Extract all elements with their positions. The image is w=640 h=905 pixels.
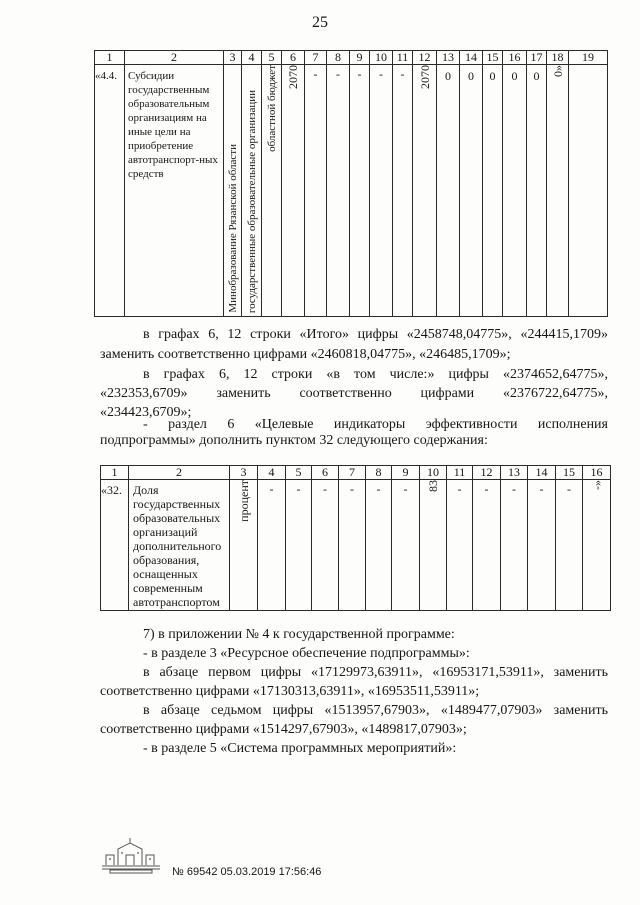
header-cell: 6: [282, 51, 305, 65]
value-cell: -: [258, 480, 286, 611]
value-cell: -: [473, 480, 501, 611]
paragraph-line: в графах 6, 12 строки «в том числе:» цифры «2374652,64775»,: [143, 367, 608, 382]
value-cell: 0: [437, 65, 460, 317]
row-number: «4.4.: [95, 65, 125, 317]
value-cell: -: [393, 65, 413, 317]
paragraph-line: «232353,6709» заменить соответственно цифрами «2376722,64775»,: [100, 386, 608, 401]
registration-stamp: № 69542 05.03.2019 17:56:46: [172, 866, 322, 878]
paragraph-line: 7) в приложении № 4 к государственной программе:: [143, 627, 455, 642]
executor-cell: [224, 65, 242, 317]
value-cell: 0: [503, 65, 527, 317]
paragraph-line: - в разделе 5 «Система программных мероприятий»:: [143, 741, 457, 756]
table-row: [101, 480, 611, 611]
header-cell: 16: [503, 51, 527, 65]
header-cell: 12: [413, 51, 437, 65]
header-cell: 11: [393, 51, 413, 65]
header-cell: 6: [312, 466, 339, 480]
row-number: «32.: [101, 480, 129, 611]
paragraph-line: в абзаце первом цифры «17129973,63911», «16953171,53911», заменить: [143, 665, 608, 680]
header-cell: 4: [242, 51, 262, 65]
value-cell: -: [305, 65, 327, 317]
unit-cell: [230, 480, 258, 611]
value-cell: -: [392, 480, 420, 611]
value-cell: [282, 65, 305, 317]
paragraph-line: соответственно цифрами «1514297,67903», «1489817,07903»;: [100, 722, 467, 737]
value-cell: -: [350, 65, 370, 317]
header-cell: 10: [370, 51, 393, 65]
source-text: областной бюджет: [265, 65, 278, 152]
header-cell: 16: [583, 466, 611, 480]
table-header-row: [101, 466, 611, 480]
header-cell: 8: [366, 466, 392, 480]
header-cell: 2: [129, 466, 230, 480]
header-cell: 8: [327, 51, 350, 65]
header-cell: 3: [224, 51, 242, 65]
value-cell: [569, 65, 608, 317]
paragraph-line: в графах 6, 12 строки «Итого» цифры «2458748,04775», «244415,1709»: [143, 327, 608, 342]
header-cell: 11: [447, 466, 473, 480]
value-cell: [583, 480, 611, 611]
executor-text: Минобразование Рязанской области: [226, 144, 239, 313]
header-cell: 14: [460, 51, 483, 65]
table-indicators: [100, 465, 611, 611]
header-cell: 18: [547, 51, 569, 65]
header-cell: 13: [501, 466, 528, 480]
header-cell: 5: [262, 51, 282, 65]
table-measures: [94, 50, 608, 317]
value-text: 83: [426, 480, 440, 492]
header-cell: 5: [286, 466, 312, 480]
header-cell: 15: [483, 51, 503, 65]
header-cell: 17: [527, 51, 547, 65]
paragraph-line: - в разделе 3 «Ресурсное обеспечение подпрограммы»:: [143, 646, 470, 661]
header-cell: 19: [569, 51, 608, 65]
value-cell: [420, 480, 447, 611]
header-cell: 1: [95, 51, 125, 65]
value-text: -»: [589, 480, 604, 490]
value-cell: -: [370, 65, 393, 317]
paragraph-line: заменить соответственно цифрами «2460818,04775», «246485,1709»;: [100, 347, 511, 362]
value-cell: -: [366, 480, 392, 611]
recipient-text: государственные образовательные организации: [245, 89, 258, 313]
header-cell: 3: [230, 466, 258, 480]
value-cell: -: [556, 480, 583, 611]
header-cell: 15: [556, 466, 583, 480]
source-cell: [262, 65, 282, 317]
value-cell: -: [339, 480, 366, 611]
value-cell: 0: [460, 65, 483, 317]
measure-name: Субсидии государственным образовательным организациям на иные цели на приобретение автотранспорт-ных средств: [125, 65, 224, 317]
paragraph-line: соответственно цифрами «17130313,63911», «16953511,53911»;: [100, 684, 480, 699]
value-cell: 0: [527, 65, 547, 317]
paragraph-line: в абзаце седьмом цифры «1513957,67903», «1489477,07903» заменить: [143, 703, 608, 718]
value-text: 2070: [286, 65, 300, 89]
recipient-cell: [242, 65, 262, 317]
header-cell: 13: [437, 51, 460, 65]
value-cell: [547, 65, 569, 317]
header-cell: 12: [473, 466, 501, 480]
paragraph-line: «234423,6709»;: [100, 405, 192, 420]
header-cell: 2: [125, 51, 224, 65]
header-cell: 14: [528, 466, 556, 480]
unit-text: процент: [236, 480, 251, 522]
value-cell: -: [528, 480, 556, 611]
paragraph-line: - раздел 6 «Целевые индикаторы эффективности исполнения: [143, 417, 608, 432]
value-cell: [413, 65, 437, 317]
seal-stamp-icon: [100, 835, 162, 875]
header-cell: 9: [392, 466, 420, 480]
value-cell: -: [501, 480, 528, 611]
value-text: 2070: [417, 65, 432, 89]
value-cell: -: [286, 480, 312, 611]
value-cell: -: [312, 480, 339, 611]
paragraph-line: подпрограммы» дополнить пунктом 32 следующего содержания:: [100, 433, 488, 448]
header-cell: 7: [339, 466, 366, 480]
value-cell: 0: [483, 65, 503, 317]
header-cell: 4: [258, 466, 286, 480]
value-cell: -: [447, 480, 473, 611]
header-cell: 7: [305, 51, 327, 65]
value-text: 0»: [550, 65, 565, 77]
table-header-row: [95, 51, 608, 65]
table-row: [95, 65, 608, 317]
header-cell: 1: [101, 466, 129, 480]
indicator-name: Доля государственных образовательных организаций дополнительного образования, оснащенных современным автотранспортом: [129, 480, 230, 611]
page-number: 25: [312, 14, 328, 31]
header-cell: 9: [350, 51, 370, 65]
value-cell: -: [327, 65, 350, 317]
header-cell: 10: [420, 466, 447, 480]
